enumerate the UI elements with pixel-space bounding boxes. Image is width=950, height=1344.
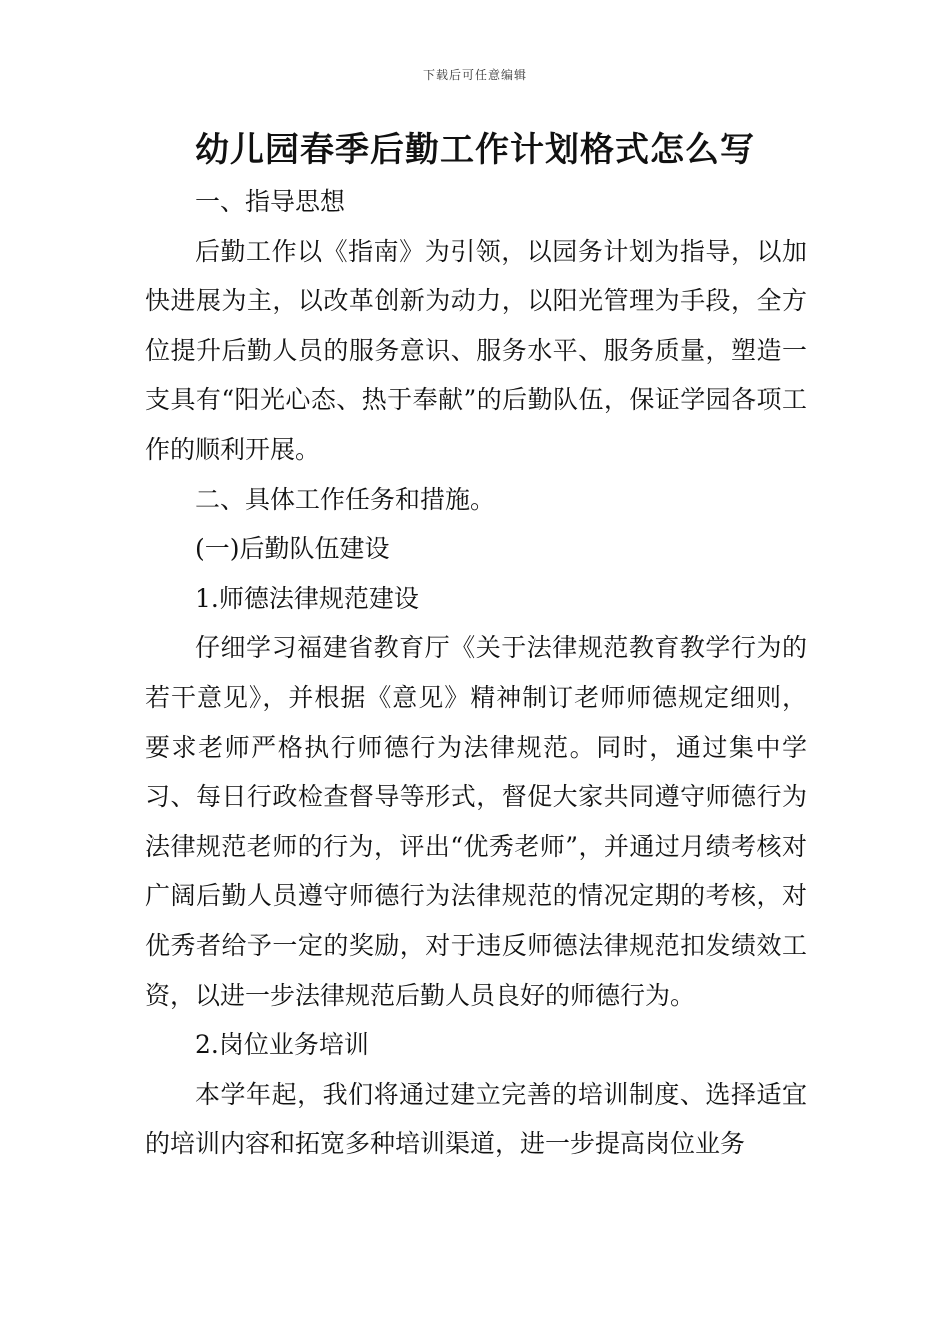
- document-body: [145, 177, 807, 1169]
- paragraph-training: 本学年起，我们将通过建立完善的培训制度、选择适宜的培训内容和拓宽多种培训渠道，进一步提高岗位业务: [145, 1079, 807, 1159]
- header-note: 下载后可任意编辑: [422, 68, 527, 82]
- paragraph-ethics: 仔细学习福建省教育厅《关于法律规范教育教学行为的若干意见》，并根据《意见》精神制订老师师德规定细则，要求老师严格执行师德行为法律规范。同时，通过集中学习、每日行政检查督导等形式，督促大家共同遵守师德行为法律规范老师的行为，评出“优秀老师”，并通过月绩考核对广阔后勤人员遵守师德行为法律规范的情况定期的考核，对优秀者给予一定的奖励，对于违反师德法律规范扣发绩效工资，以进一步法律规范后勤人员良好的师德行为。: [145, 633, 807, 1010]
- paragraph-guiding-ideology: 后勤工作以《指南》为引领，以园务计划为指导，以加快进展为主，以改革创新为动力，以阳光管理为手段，全方位提升后勤人员的服务意识、服务水平、服务质量，塑造一支具有“阳光心态、热于奉献”的后勤队伍，保证学园各项工作的顺利开展。: [145, 236, 807, 464]
- document-title: 幼儿园春季后勤工作计划格式怎么写: [195, 130, 755, 170]
- item-heading-training: 2.岗位业务培训: [195, 1030, 369, 1060]
- section-heading-guiding-ideology: 一、指导思想: [195, 187, 346, 216]
- item-heading-ethics: 1.师德法律规范建设: [195, 583, 419, 613]
- section-heading-tasks-measures: 二、具体工作任务和措施。: [195, 484, 496, 514]
- subsection-heading-team-building: (一)后勤队伍建设: [195, 534, 390, 564]
